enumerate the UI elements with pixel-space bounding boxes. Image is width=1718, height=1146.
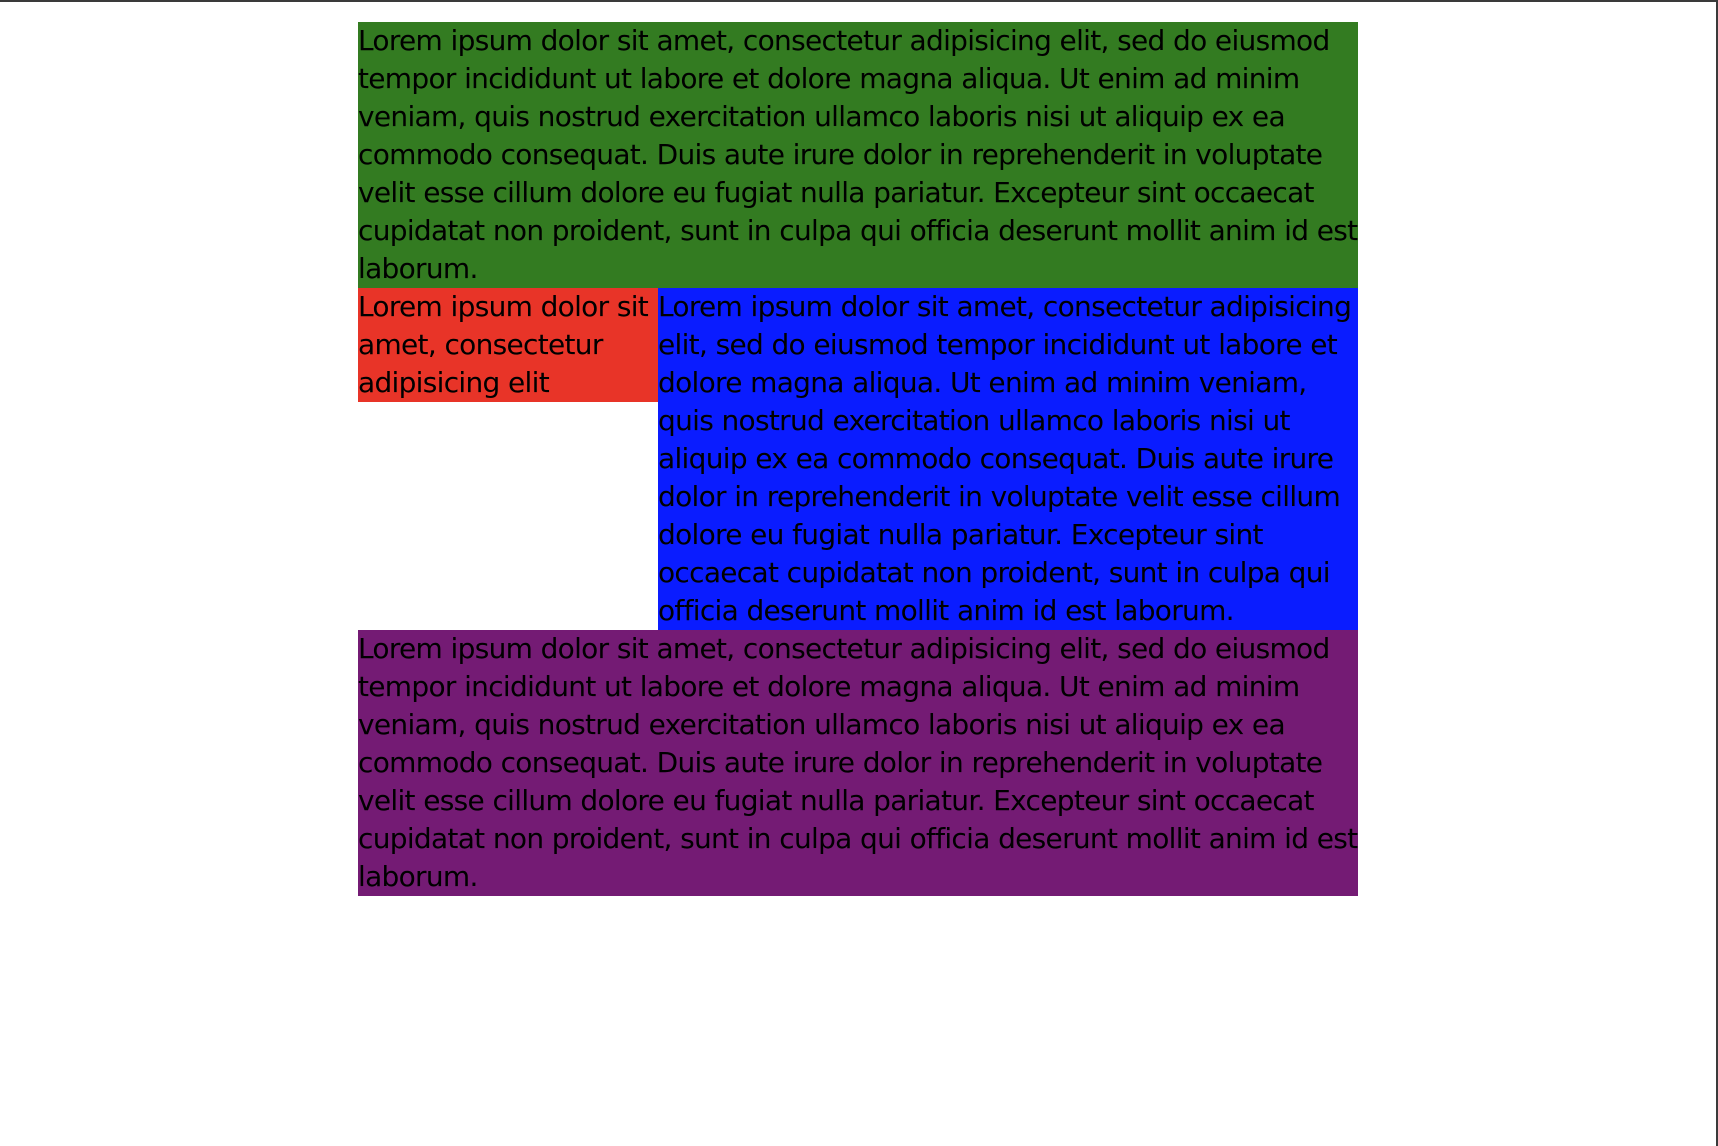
middle-row — [358, 288, 1358, 630]
footer-text: Lorem ipsum dolor sit amet, consectetur adipisicing elit, sed do eiusmod tempor incididunt ut labore et dolore magna aliqua. Ut enim ad minim veniam, quis nostrud exercitation ullamco laboris nisi ut aliquip ex ea commodo consequat. Duis aute irure dolor in reprehenderit in voluptate velit esse cillum dolore eu fugiat nulla pariatur. Excepteur sint occaecat cupidatat non proident, sunt in culpa qui officia deserunt mollit anim id est laborum. — [358, 632, 1358, 893]
header-text: Lorem ipsum dolor sit amet, consectetur adipisicing elit, sed do eiusmod tempor incididunt ut labore et dolore magna aliqua. Ut enim ad minim veniam, quis nostrud exercitation ullamco laboris nisi ut aliquip ex ea commodo consequat. Duis aute irure dolor in reprehenderit in voluptate velit esse cillum dolore eu fugiat nulla pariatur. Excepteur sint occaecat cupidatat non proident, sunt in culpa qui officia deserunt mollit anim id est laborum. — [358, 24, 1358, 285]
main-text: Lorem ipsum dolor sit amet, consectetur adipisicing elit, sed do eiusmod tempor incididunt ut labore et dolore magna aliqua. Ut enim ad minim veniam, quis nostrud exercitation ullamco laboris nisi ut aliquip ex ea commodo consequat. Duis aute irure dolor in reprehenderit in voluptate velit esse cillum dolore eu fugiat nulla pariatur. Excepteur sint occaecat cupidatat non proident, sunt in culpa qui officia deserunt mollit anim id est laborum. — [658, 290, 1352, 627]
purple-footer-block — [358, 630, 1358, 896]
blue-main-block — [658, 288, 1358, 630]
red-sidebar-block — [358, 288, 658, 402]
page-layout — [358, 22, 1358, 896]
green-header-block — [358, 22, 1358, 288]
top-window-border — [0, 0, 1718, 2]
sidebar-text: Lorem ipsum dolor sit amet, consectetur adipisicing elit — [358, 290, 649, 399]
